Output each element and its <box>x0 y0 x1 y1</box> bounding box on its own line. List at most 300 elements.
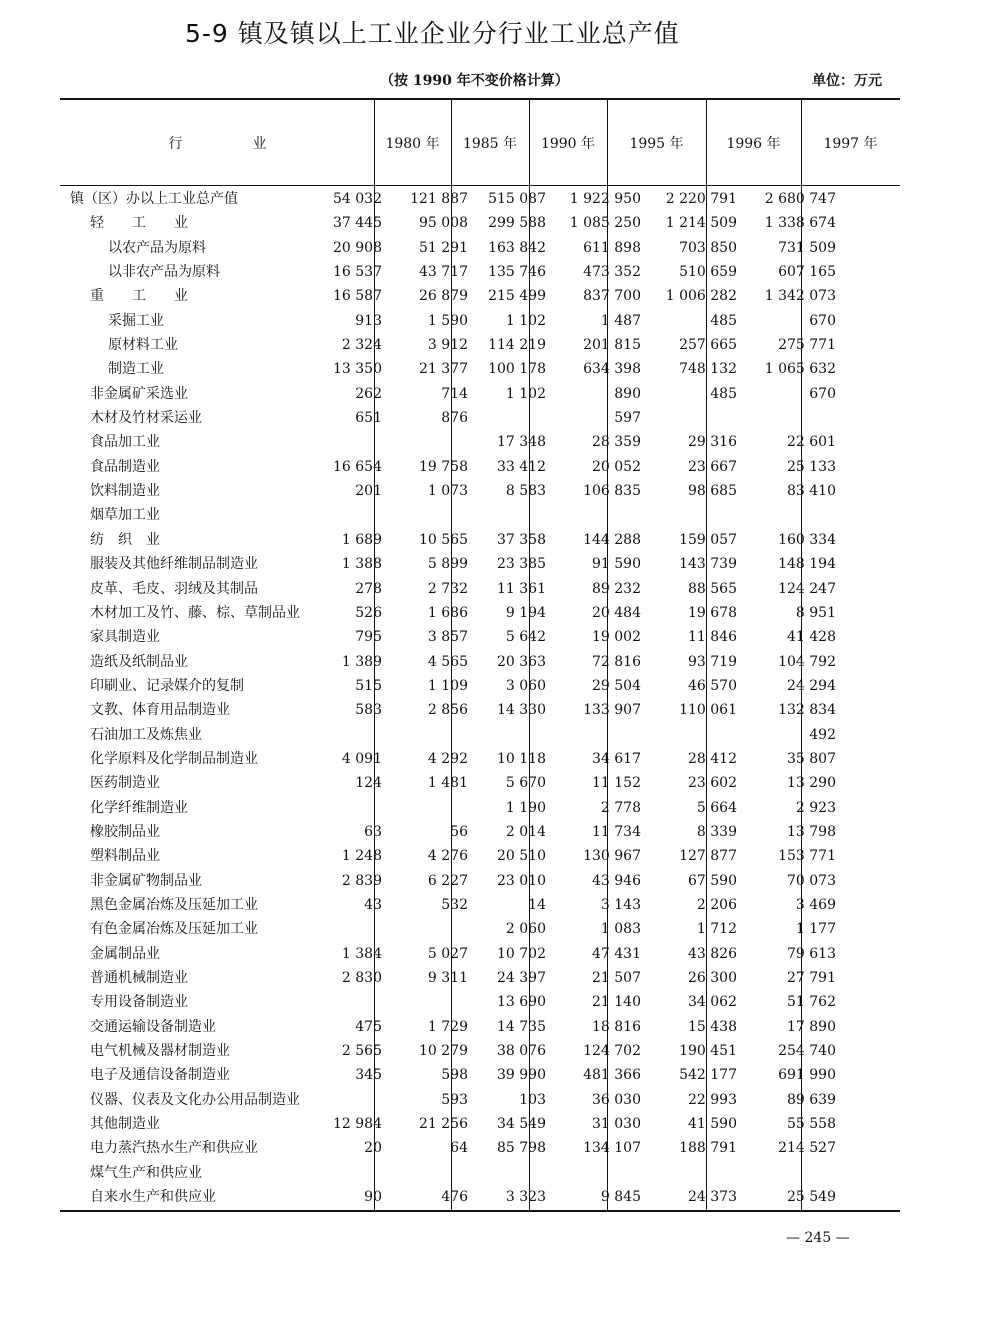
value-cell: 2 565 <box>341 1043 382 1060</box>
value-cell: 3 857 <box>427 629 468 646</box>
table-row <box>60 455 900 479</box>
value-cell: 214 527 <box>778 1140 836 1157</box>
value-cell: 43 946 <box>592 872 641 889</box>
industry-label: 烟草加工业 <box>90 507 160 524</box>
value-cell: 24 373 <box>688 1189 737 1206</box>
value-cell: 837 700 <box>583 288 641 305</box>
industry-label: 木材加工及竹、藤、棕、草制品业 <box>90 604 300 621</box>
value-cell: 5 664 <box>696 799 737 816</box>
industry-label: 造纸及纸制品业 <box>90 653 188 670</box>
value-cell: 20 484 <box>592 604 641 621</box>
value-cell: 25 133 <box>787 458 836 475</box>
value-cell: 135 746 <box>488 264 546 281</box>
value-cell: 10 702 <box>497 945 546 962</box>
table-row <box>60 917 900 941</box>
value-cell: 34 617 <box>592 750 641 767</box>
value-cell: 98 685 <box>688 483 737 500</box>
value-cell: 20 <box>364 1140 382 1157</box>
page-number: — 245 — <box>786 1230 850 1246</box>
industry-label: 普通机械制造业 <box>90 970 188 986</box>
value-cell: 100 178 <box>488 361 546 378</box>
value-cell: 17 348 <box>497 434 546 451</box>
value-cell: 26 300 <box>688 970 737 986</box>
industry-label: 食品制造业 <box>90 458 160 475</box>
value-cell: 79 613 <box>787 945 836 962</box>
value-cell: 13 690 <box>497 994 546 1011</box>
industry-label: 自来水生产和供应业 <box>90 1189 216 1206</box>
value-cell: 4 091 <box>341 750 382 767</box>
value-cell: 26 879 <box>419 288 468 305</box>
value-cell: 1 073 <box>427 483 468 500</box>
value-cell: 1 065 632 <box>764 361 836 378</box>
value-cell: 2 206 <box>696 896 737 913</box>
value-cell: 11 152 <box>592 775 641 792</box>
industry-label: 黑色金属冶炼及压延加工业 <box>90 896 258 913</box>
value-cell: 2 732 <box>427 580 468 597</box>
table-row <box>60 650 900 674</box>
value-cell: 3 143 <box>600 896 641 913</box>
industry-label: 医药制造业 <box>90 775 160 792</box>
industry-label: 木材及竹材采运业 <box>90 410 202 427</box>
table-row <box>60 357 900 381</box>
value-cell: 4 565 <box>427 653 468 670</box>
value-cell: 3 060 <box>505 677 546 694</box>
table-row <box>60 844 900 868</box>
table-row <box>60 942 900 966</box>
value-cell: 106 835 <box>583 483 641 500</box>
industry-label: 仪器、仪表及文化办公用品制造业 <box>90 1091 300 1108</box>
industry-label: 金属制品业 <box>90 945 160 962</box>
value-cell: 127 877 <box>679 848 737 865</box>
year-column-header: 1990 年 <box>540 136 596 152</box>
value-cell: 54 032 <box>333 191 382 207</box>
table-row <box>60 1063 900 1087</box>
value-cell: 9 194 <box>505 604 546 621</box>
value-cell: 1 389 <box>341 653 382 670</box>
table-row <box>60 820 900 844</box>
table-row <box>60 503 900 527</box>
value-cell: 731 509 <box>778 239 836 256</box>
value-cell: 121 887 <box>410 191 468 207</box>
table-row <box>60 1161 900 1185</box>
year-column-header: 1980 年 <box>385 136 440 152</box>
value-cell: 33 412 <box>497 458 546 475</box>
industry-label: 纺 织 业 <box>90 531 160 548</box>
table-top-rule <box>60 98 900 100</box>
value-cell: 27 791 <box>787 970 836 986</box>
value-cell: 37 358 <box>497 531 546 548</box>
industry-label: 橡胶制品业 <box>90 823 160 840</box>
value-cell: 201 815 <box>583 337 641 354</box>
table-row <box>60 1039 900 1063</box>
value-cell: 11 734 <box>592 823 641 840</box>
value-cell: 16 654 <box>333 458 382 475</box>
value-cell: 651 <box>355 410 382 427</box>
value-cell: 89 639 <box>787 1091 836 1108</box>
industry-label: 非金属矿采选业 <box>90 385 188 402</box>
table-row <box>60 601 900 625</box>
value-cell: 114 219 <box>488 337 546 354</box>
value-cell: 43 <box>364 896 382 913</box>
year-column-header: 1985 年 <box>462 136 518 152</box>
value-cell: 95 008 <box>419 215 468 232</box>
table-row <box>60 1015 900 1039</box>
value-cell: 2 923 <box>795 799 836 816</box>
value-cell: 1 102 <box>505 385 546 402</box>
value-cell: 10 565 <box>419 531 468 548</box>
value-cell: 913 <box>355 312 382 329</box>
value-cell: 1 102 <box>505 312 546 329</box>
industry-label: 煤气生产和供应业 <box>90 1164 202 1181</box>
value-cell: 143 739 <box>679 556 737 573</box>
table-row <box>60 771 900 795</box>
value-cell: 41 590 <box>688 1116 737 1133</box>
table-row <box>60 1185 900 1209</box>
value-cell: 130 967 <box>583 848 641 865</box>
value-cell: 345 <box>355 1067 382 1084</box>
value-cell: 34 549 <box>497 1116 546 1133</box>
value-cell: 163 842 <box>488 239 546 256</box>
value-cell: 13 350 <box>333 361 382 378</box>
industry-label: 家具制造业 <box>90 629 160 646</box>
table-row <box>60 284 900 308</box>
year-column-header: 1995 年 <box>629 136 684 152</box>
value-cell: 22 601 <box>787 434 836 451</box>
value-cell: 532 <box>441 896 468 913</box>
value-cell: 13 798 <box>787 823 836 840</box>
value-cell: 46 570 <box>688 677 737 694</box>
industry-label: 以农产品为原料 <box>108 239 206 256</box>
industry-label: 镇（区）办以上工业总产值 <box>70 191 238 207</box>
value-cell: 15 438 <box>688 1018 737 1035</box>
value-cell: 254 740 <box>778 1043 836 1060</box>
value-cell: 38 076 <box>497 1043 546 1060</box>
value-cell: 19 002 <box>592 629 641 646</box>
industry-label: 采掘工业 <box>108 312 164 329</box>
value-cell: 124 247 <box>778 580 836 597</box>
value-cell: 51 762 <box>787 994 836 1011</box>
value-cell: 476 <box>441 1189 468 1206</box>
table-row <box>60 552 900 576</box>
value-cell: 124 <box>355 775 382 792</box>
value-cell: 24 294 <box>787 677 836 694</box>
table-row <box>60 479 900 503</box>
value-cell: 43 717 <box>419 264 468 281</box>
value-cell: 597 <box>614 410 641 427</box>
table-row <box>60 893 900 917</box>
value-cell: 9 311 <box>427 970 468 986</box>
industry-label: 以非农产品为原料 <box>108 264 220 281</box>
value-cell: 275 771 <box>778 337 836 354</box>
table-row <box>60 309 900 333</box>
value-cell: 23 602 <box>688 775 737 792</box>
value-cell: 4 276 <box>427 848 468 865</box>
value-cell: 3 912 <box>427 337 468 354</box>
value-cell: 10 279 <box>419 1043 468 1060</box>
value-cell: 670 <box>809 385 836 402</box>
industry-label: 食品加工业 <box>90 434 160 451</box>
value-cell: 1 384 <box>341 945 382 962</box>
industry-label: 文教、体育用品制造业 <box>90 702 230 719</box>
value-cell: 18 816 <box>592 1018 641 1035</box>
table-row <box>60 990 900 1014</box>
value-cell: 890 <box>614 385 641 402</box>
table-row <box>60 1088 900 1112</box>
value-cell: 3 469 <box>795 896 836 913</box>
value-cell: 611 898 <box>583 239 641 256</box>
industry-label: 其他制造业 <box>90 1116 160 1133</box>
data-table-body <box>60 187 900 1209</box>
value-cell: 23 385 <box>497 556 546 573</box>
table-row <box>60 333 900 357</box>
industry-label: 制造工业 <box>108 361 164 378</box>
value-cell: 159 057 <box>679 531 737 548</box>
value-cell: 23 010 <box>497 872 546 889</box>
value-cell: 748 132 <box>679 361 737 378</box>
value-cell: 1 214 509 <box>665 215 737 232</box>
value-cell: 133 907 <box>583 702 641 719</box>
value-cell: 104 792 <box>778 653 836 670</box>
value-cell: 876 <box>441 410 468 427</box>
value-cell: 1 481 <box>427 775 468 792</box>
year-column-header: 1997 年 <box>823 136 878 152</box>
value-cell: 28 359 <box>592 434 641 451</box>
value-cell: 22 993 <box>688 1091 737 1108</box>
price-basis-note: （按 1990 年不变价格计算） <box>380 73 569 89</box>
industry-label: 有色金属冶炼及压延加工业 <box>90 921 258 938</box>
table-row <box>60 260 900 284</box>
value-cell: 29 316 <box>688 434 737 451</box>
value-cell: 63 <box>364 823 382 840</box>
industry-label: 电气机械及器材制造业 <box>90 1043 230 1060</box>
value-cell: 93 719 <box>688 653 737 670</box>
value-cell: 485 <box>710 385 737 402</box>
value-cell: 481 366 <box>583 1067 641 1084</box>
industry-label: 服装及其他纤维制品制造业 <box>90 556 258 573</box>
table-row <box>60 723 900 747</box>
value-cell: 19 758 <box>419 458 468 475</box>
value-cell: 2 220 791 <box>665 191 737 207</box>
value-cell: 2 778 <box>600 799 641 816</box>
value-cell: 5 027 <box>427 945 468 962</box>
industry-label: 原材料工业 <box>108 337 178 354</box>
value-cell: 583 <box>355 702 382 719</box>
value-cell: 201 <box>355 483 382 500</box>
value-cell: 190 451 <box>679 1043 737 1060</box>
value-cell: 148 194 <box>778 556 836 573</box>
value-cell: 64 <box>450 1140 468 1157</box>
value-cell: 10 118 <box>497 750 546 767</box>
industry-label: 电力蒸汽热水生产和供应业 <box>90 1140 258 1157</box>
value-cell: 2 830 <box>341 970 382 986</box>
table-bottom-rule <box>60 1210 900 1212</box>
value-cell: 492 <box>809 726 836 743</box>
value-cell: 153 771 <box>778 848 836 865</box>
value-cell: 2 839 <box>341 872 382 889</box>
header-bottom-rule <box>60 185 900 186</box>
value-cell: 21 507 <box>592 970 641 986</box>
value-cell: 299 588 <box>488 215 546 232</box>
value-cell: 1 006 282 <box>665 288 737 305</box>
value-cell: 1 190 <box>505 799 546 816</box>
value-cell: 5 642 <box>505 629 546 646</box>
value-cell: 1 388 <box>341 556 382 573</box>
industry-label: 专用设备制造业 <box>90 994 188 1011</box>
page-title: 5-9 镇及镇以上工业企业分行业工业总产值 <box>185 19 680 48</box>
table-row <box>60 966 900 990</box>
table-row <box>60 211 900 235</box>
industry-label: 塑料制品业 <box>90 848 160 865</box>
value-cell: 670 <box>809 312 836 329</box>
industry-label: 饮料制造业 <box>90 483 160 500</box>
value-cell: 485 <box>710 312 737 329</box>
value-cell: 34 062 <box>688 994 737 1011</box>
value-cell: 14 330 <box>497 702 546 719</box>
value-cell: 3 323 <box>505 1189 546 1206</box>
value-cell: 20 908 <box>333 239 382 256</box>
value-cell: 691 990 <box>778 1067 836 1084</box>
value-cell: 1 177 <box>795 921 836 938</box>
table-row <box>60 430 900 454</box>
table-row <box>60 1112 900 1136</box>
value-cell: 37 445 <box>333 215 382 232</box>
industry-label: 轻 工 业 <box>90 215 188 232</box>
value-cell: 21 256 <box>419 1116 468 1133</box>
value-cell: 24 397 <box>497 970 546 986</box>
value-cell: 20 363 <box>497 653 546 670</box>
table-row <box>60 577 900 601</box>
value-cell: 14 735 <box>497 1018 546 1035</box>
value-cell: 257 665 <box>679 337 737 354</box>
value-cell: 515 <box>355 677 382 694</box>
value-cell: 11 846 <box>688 629 737 646</box>
value-cell: 593 <box>441 1091 468 1108</box>
value-cell: 103 <box>519 1091 546 1108</box>
value-cell: 1 085 250 <box>569 215 641 232</box>
value-cell: 41 428 <box>787 629 836 646</box>
value-cell: 28 412 <box>688 750 737 767</box>
value-cell: 21 377 <box>419 361 468 378</box>
value-cell: 1 248 <box>341 848 382 865</box>
value-cell: 9 845 <box>600 1189 641 1206</box>
value-cell: 542 177 <box>679 1067 737 1084</box>
value-cell: 8 583 <box>505 483 546 500</box>
value-cell: 23 667 <box>688 458 737 475</box>
value-cell: 6 227 <box>427 872 468 889</box>
value-cell: 16 587 <box>333 288 382 305</box>
table-row <box>60 747 900 771</box>
value-cell: 2 324 <box>341 337 382 354</box>
value-cell: 510 659 <box>679 264 737 281</box>
value-cell: 515 087 <box>488 191 546 207</box>
value-cell: 8 951 <box>795 604 836 621</box>
value-cell: 20 510 <box>497 848 546 865</box>
table-row <box>60 406 900 430</box>
value-cell: 134 107 <box>583 1140 641 1157</box>
value-cell: 1 686 <box>427 604 468 621</box>
value-cell: 17 890 <box>787 1018 836 1035</box>
value-cell: 2 014 <box>505 823 546 840</box>
value-cell: 473 352 <box>583 264 641 281</box>
value-cell: 1 487 <box>600 312 641 329</box>
value-cell: 714 <box>441 385 468 402</box>
value-cell: 83 410 <box>787 483 836 500</box>
industry-label: 交通运输设备制造业 <box>90 1018 216 1035</box>
value-cell: 634 398 <box>583 361 641 378</box>
value-cell: 13 290 <box>787 775 836 792</box>
value-cell: 56 <box>450 823 468 840</box>
value-cell: 132 834 <box>778 702 836 719</box>
industry-label: 电子及通信设备制造业 <box>90 1067 230 1084</box>
value-cell: 110 061 <box>679 702 737 719</box>
value-cell: 1 590 <box>427 312 468 329</box>
value-cell: 1 689 <box>341 531 382 548</box>
value-cell: 4 292 <box>427 750 468 767</box>
table-row <box>60 796 900 820</box>
value-cell: 526 <box>355 604 382 621</box>
industry-column-header: 行 业 <box>168 136 267 152</box>
value-cell: 1 338 674 <box>764 215 836 232</box>
table-row <box>60 382 900 406</box>
value-cell: 1 083 <box>600 921 641 938</box>
value-cell: 21 140 <box>592 994 641 1011</box>
table-row <box>60 674 900 698</box>
value-cell: 20 052 <box>592 458 641 475</box>
industry-label: 化学纤维制造业 <box>90 799 188 816</box>
value-cell: 795 <box>355 629 382 646</box>
value-cell: 8 339 <box>696 823 737 840</box>
value-cell: 262 <box>355 385 382 402</box>
value-cell: 16 537 <box>333 264 382 281</box>
value-cell: 215 499 <box>488 288 546 305</box>
value-cell: 124 702 <box>583 1043 641 1060</box>
value-cell: 35 807 <box>787 750 836 767</box>
table-row <box>60 236 900 260</box>
value-cell: 11 361 <box>497 580 546 597</box>
value-cell: 2 856 <box>427 702 468 719</box>
value-cell: 1 342 073 <box>764 288 836 305</box>
table-row <box>60 698 900 722</box>
value-cell: 278 <box>355 580 382 597</box>
value-cell: 475 <box>355 1018 382 1035</box>
value-cell: 90 <box>364 1189 382 1206</box>
value-cell: 47 431 <box>592 945 641 962</box>
unit-label: 单位：万元 <box>812 73 882 89</box>
value-cell: 72 816 <box>592 653 641 670</box>
table-row <box>60 1136 900 1160</box>
value-cell: 188 791 <box>679 1140 737 1157</box>
value-cell: 1 712 <box>696 921 737 938</box>
industry-label: 非金属矿物制品业 <box>90 872 202 889</box>
value-cell: 51 291 <box>419 239 468 256</box>
value-cell: 1 922 950 <box>569 191 641 207</box>
industry-label: 重 工 业 <box>90 288 188 305</box>
table-row <box>60 528 900 552</box>
value-cell: 14 <box>528 896 546 913</box>
value-cell: 144 288 <box>583 531 641 548</box>
value-cell: 607 165 <box>778 264 836 281</box>
value-cell: 12 984 <box>333 1116 382 1133</box>
value-cell: 85 798 <box>497 1140 546 1157</box>
value-cell: 1 109 <box>427 677 468 694</box>
value-cell: 5 899 <box>427 556 468 573</box>
value-cell: 160 334 <box>778 531 836 548</box>
value-cell: 2 680 747 <box>764 191 836 207</box>
value-cell: 703 850 <box>679 239 737 256</box>
value-cell: 67 590 <box>688 872 737 889</box>
value-cell: 91 590 <box>592 556 641 573</box>
value-cell: 29 504 <box>592 677 641 694</box>
